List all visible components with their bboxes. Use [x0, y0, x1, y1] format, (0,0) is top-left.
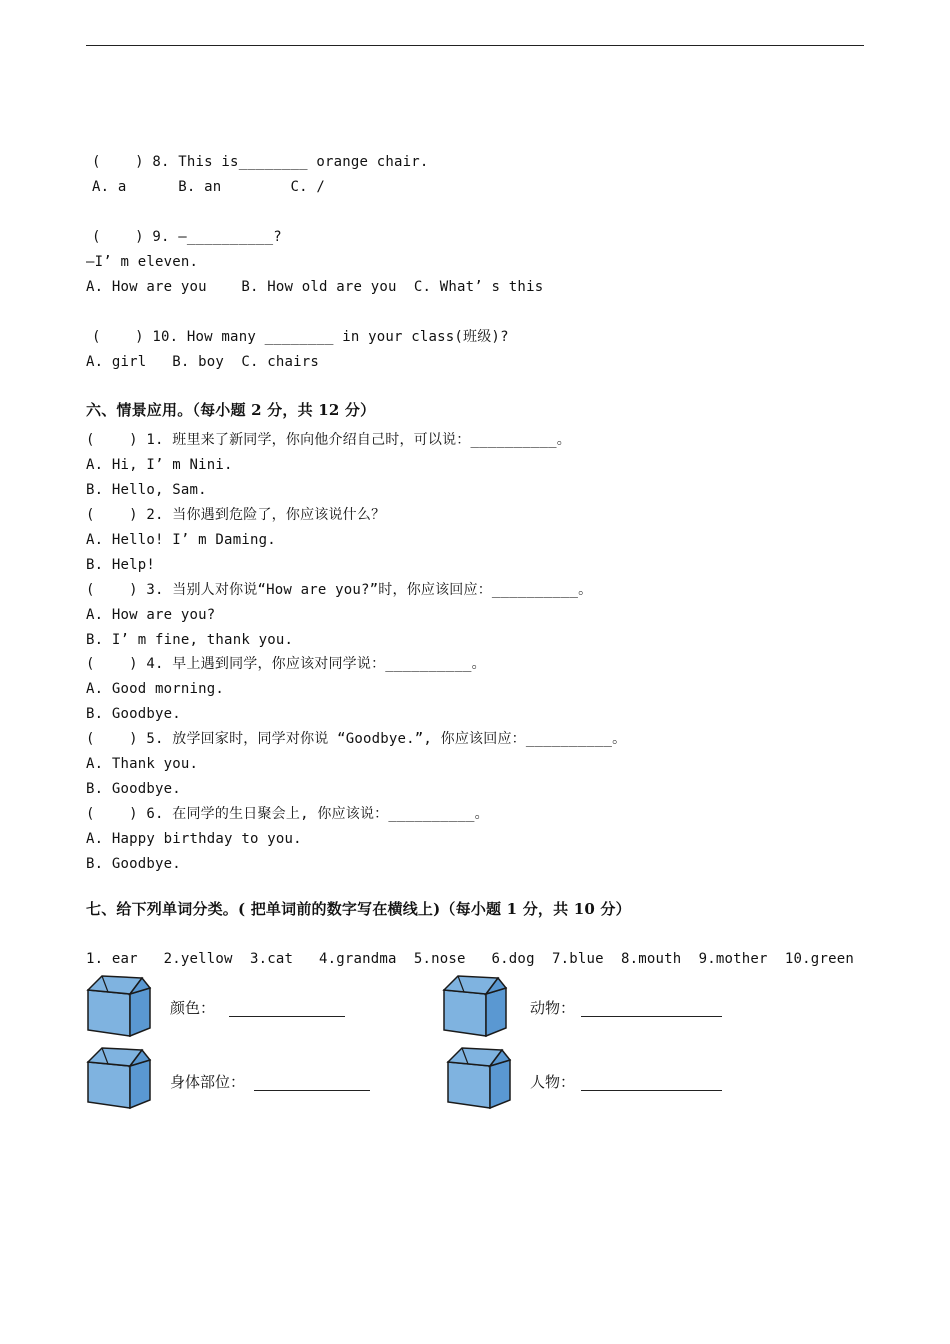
milk-carton-box-icon: [440, 972, 510, 1038]
s6-line: B. Hello, Sam.: [86, 482, 207, 498]
s6-line: B. Goodbye.: [86, 856, 181, 872]
s6-line: A. Happy birthday to you.: [86, 831, 302, 847]
s6-line: ( ) 1. 班里来了新同学，你向他介绍自己时，可以说：__________。: [86, 432, 571, 448]
category-animal-label: 动物：: [530, 999, 576, 1017]
q10-options: A. girl B. boy C. chairs: [86, 354, 319, 370]
s6-line: B. Goodbye.: [86, 781, 181, 797]
s6-line: A. Good morning.: [86, 681, 225, 697]
s6-line: A. Hi, I’ m Nini.: [86, 457, 233, 473]
category-color-answer-line[interactable]: [229, 1016, 345, 1017]
s6-line: ( ) 2. 当你遇到危险了，你应该说什么？: [86, 507, 386, 523]
s6-line: B. I’ m fine, thank you.: [86, 632, 294, 648]
section6-title: 六、情景应用。（每小题 2 分，共 12 分）: [86, 401, 376, 419]
q9-options: A. How are you B. How old are you C. What’ s this: [86, 279, 544, 295]
category-body-answer-line[interactable]: [254, 1090, 370, 1091]
header-rule: [86, 45, 864, 46]
s6-line: ( ) 3. 当别人对你说“How are you?”时，你应该回应：__________。: [86, 582, 593, 598]
word-list: 1. ear 2.yellow 3.cat 4.grandma 5.nose 6.dog 7.blue 8.mouth 9.mother 10.green: [86, 951, 854, 967]
q9-answer-line: —I’ m eleven.: [86, 254, 199, 270]
milk-carton-box-icon: [444, 1044, 514, 1110]
s6-line: A. How are you?: [86, 607, 216, 623]
category-color-label: 颜色：: [170, 999, 216, 1017]
s6-line: A. Hello! I’ m Daming.: [86, 532, 276, 548]
s6-line: A. Thank you.: [86, 756, 199, 772]
s6-line: ( ) 4. 早上遇到同学，你应该对同学说：__________。: [86, 656, 486, 672]
s6-line: B. Help!: [86, 557, 156, 573]
milk-carton-box-icon: [84, 1044, 154, 1110]
milk-carton-box-icon: [84, 972, 154, 1038]
q9-stem: ( ) 9. —__________?: [92, 229, 282, 245]
s6-line: B. Goodbye.: [86, 706, 181, 722]
q8-stem: ( ) 8. This is________ orange chair.: [92, 154, 429, 170]
section7-title: 七、给下列单词分类。( 把单词前的数字写在横线上)（每小题 1 分，共 10 分）: [86, 900, 631, 918]
s6-line: ( ) 5. 放学回家时，同学对你说 “Goodbye.”, 你应该回应：__________。: [86, 731, 627, 747]
category-animal-answer-line[interactable]: [581, 1016, 722, 1017]
category-body-label: 身体部位：: [170, 1073, 246, 1091]
q8-options: A. a B. an C. /: [92, 179, 325, 195]
s6-line: ( ) 6. 在同学的生日聚会上, 你应该说：__________。: [86, 806, 489, 822]
q10-stem: ( ) 10. How many ________ in your class(班级)?: [92, 329, 509, 345]
category-people-label: 人物：: [530, 1073, 576, 1091]
category-people-answer-line[interactable]: [581, 1090, 722, 1091]
